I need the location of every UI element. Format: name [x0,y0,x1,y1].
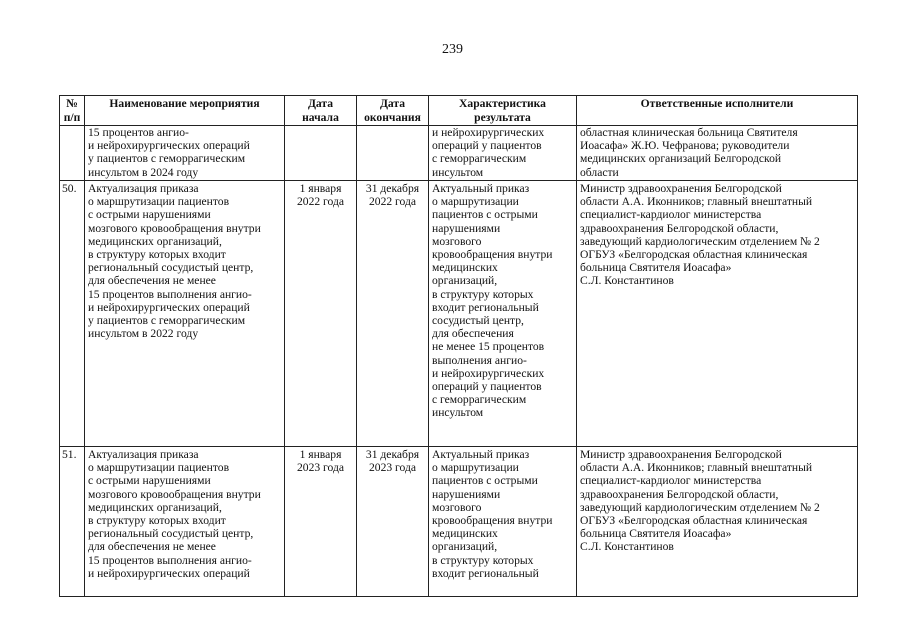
header-responsible: Ответственные исполнители [577,96,858,126]
cell-name: Актуализация приказа о маршрутизации пациентов с острыми нарушениями мозгового кровообращения внутри медицинских организаций, в структуру которых входит региональный сосудистый центр, для обеспечения не менее 15 процентов выполнения ангио- и нейрохирургических операций [85,447,285,597]
page-number: 239 [442,42,463,57]
cell-start-date: 1 января 2023 года [285,447,357,597]
cell-responsible: Министр здравоохранения Белгородской области А.А. Иконников; главный внештатный специалист-кардиолог министерства здравоохранения Белгородской области, заведующий кардиологическим отделением № 2 ОГБУЗ «Белгородская областная клиническая больница Святителя Иоасафа» С.Л. Константинов [577,447,858,597]
cell-end-date [357,126,429,181]
cell-end-date: 31 декабря 2023 года [357,447,429,597]
activities-table [59,95,858,597]
header-name: Наименование мероприятия [85,96,285,126]
cell-result: и нейрохирургических операций у пациентов с геморрагическим инсультом [429,126,577,181]
cell-result: Актуальный приказ о маршрутизации пациентов с острыми нарушениями мозгового кровообращения внутри медицинских организаций, в структуру которых входит региональный сосудистый центр, для обеспечения не менее 15 процентов выполнения ангио- и нейрохирургических операций у пациентов с геморрагическим инсультом [429,181,577,447]
cell-end-date: 31 декабря 2022 года [357,181,429,447]
cell-start-date: 1 января 2022 года [285,181,357,447]
cell-name: Актуализация приказа о маршрутизации пациентов с острыми нарушениями мозгового кровообращения внутри медицинских организаций, в структуру которых входит региональный сосудистый центр, для обеспечения не менее 15 процентов выполнения ангио- и нейрохирургических операций у пациентов с геморрагическим инсультом в 2022 году [85,181,285,447]
table-row [60,126,858,181]
table-row [60,447,858,597]
cell-num [60,126,85,181]
cell-num: 50. [60,181,85,447]
cell-responsible: областная клиническая больница Святителя Иоасафа» Ж.Ю. Чефранова; руководители медицинских организаций Белгородской области [577,126,858,181]
header-num: № п/п [60,96,85,126]
header-start-date: Дата начала [285,96,357,126]
cell-responsible: Министр здравоохранения Белгородской области А.А. Иконников; главный внештатный специалист-кардиолог министерства здравоохранения Белгородской области, заведующий кардиологическим отделением № 2 ОГБУЗ «Белгородская областная клиническая больница Святителя Иоасафа» С.Л. Константинов [577,181,858,447]
cell-start-date [285,126,357,181]
cell-num: 51. [60,447,85,597]
cell-name: 15 процентов ангио- и нейрохирургических операций у пациентов с геморрагическим инсультом в 2024 году [85,126,285,181]
table-row [60,181,858,447]
header-end-date: Дата окончания [357,96,429,126]
table-header-row [60,96,858,126]
cell-result: Актуальный приказ о маршрутизации пациентов с острыми нарушениями мозгового кровообращения внутри медицинских организаций, в структуру которых входит региональный [429,447,577,597]
header-result: Характеристика результата [429,96,577,126]
